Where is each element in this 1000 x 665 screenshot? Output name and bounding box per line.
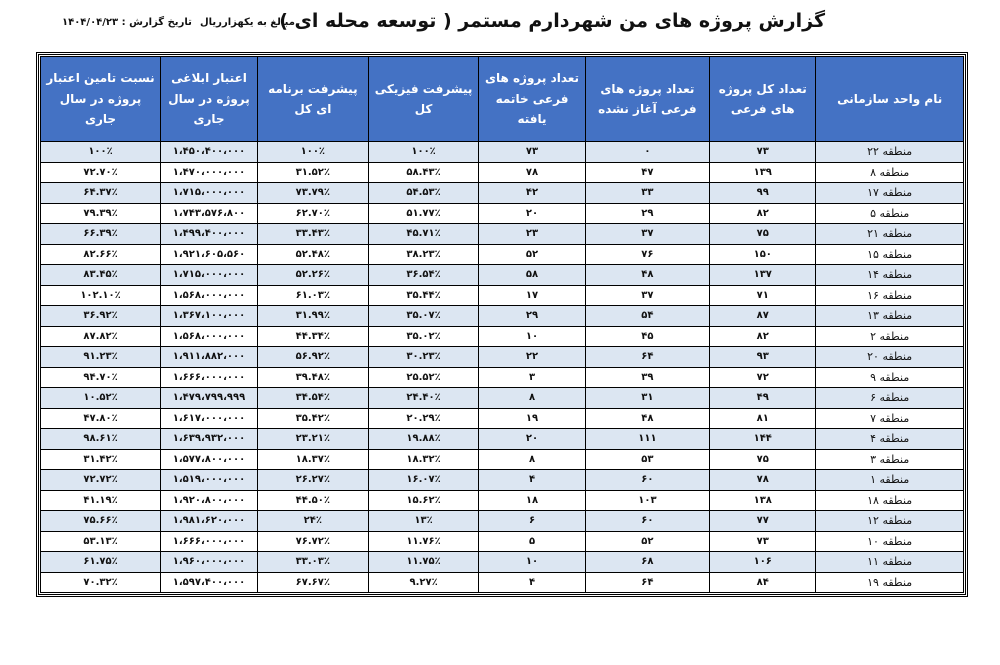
data-cell: ۶۰ <box>585 470 710 491</box>
data-cell: ۳۷ <box>585 285 710 306</box>
data-cell: ۶۲.۷۰٪ <box>257 203 368 224</box>
data-cell: ۲۰ <box>479 203 585 224</box>
table-row <box>41 265 964 286</box>
data-cell: ۱۰ <box>479 552 585 573</box>
data-cell: ۹۹ <box>710 183 816 204</box>
data-cell: ۴۴.۵۰٪ <box>257 490 368 511</box>
data-cell: ۶ <box>479 511 585 532</box>
data-cell: ۳۹.۴۸٪ <box>257 367 368 388</box>
data-cell: ۵۴.۵۳٪ <box>368 183 479 204</box>
data-cell: ۳۵.۰۲٪ <box>368 326 479 347</box>
data-cell: ۵۲.۴۸٪ <box>257 244 368 265</box>
data-cell: ۱۳۸ <box>710 490 816 511</box>
projects-table-frame <box>36 52 968 597</box>
data-cell: ۱۸.۳۷٪ <box>257 449 368 470</box>
data-cell: ۱،۵۶۸،۰۰۰،۰۰۰ <box>161 285 258 306</box>
data-cell: ۶۱.۰۳٪ <box>257 285 368 306</box>
data-cell: ۵۲ <box>479 244 585 265</box>
data-cell: ۱۸.۳۲٪ <box>368 449 479 470</box>
data-cell: ۱۸ <box>479 490 585 511</box>
data-cell: ۲۰ <box>479 429 585 450</box>
region-name-cell: منطقه ۱۶ <box>816 285 964 306</box>
table-row <box>41 162 964 183</box>
data-cell: ۱۹.۸۸٪ <box>368 429 479 450</box>
data-cell: ۸۳.۴۵٪ <box>41 265 161 286</box>
data-cell: ۲۴.۴۰٪ <box>368 388 479 409</box>
column-header: پیشرفت برنامه ای کل <box>257 57 368 142</box>
data-cell: ۱،۵۷۷،۸۰۰،۰۰۰ <box>161 449 258 470</box>
report-date: تاریخ گزارش : ۱۴۰۴/۰۴/۲۳ <box>62 17 192 28</box>
data-cell: ۶۸ <box>585 552 710 573</box>
data-cell: ۱۰.۵۲٪ <box>41 388 161 409</box>
data-cell: ۴۵ <box>585 326 710 347</box>
data-cell: ۱۱.۷۶٪ <box>368 531 479 552</box>
data-cell: ۷۳ <box>479 142 585 163</box>
table-row <box>41 244 964 265</box>
data-cell: ۴۵.۷۱٪ <box>368 224 479 245</box>
data-cell: ۴۷ <box>585 162 710 183</box>
table-row <box>41 552 964 573</box>
data-cell: ۱،۳۶۷،۱۰۰،۰۰۰ <box>161 306 258 327</box>
data-cell: ۶۴ <box>585 572 710 593</box>
data-cell: ۹۱.۲۳٪ <box>41 347 161 368</box>
table-row <box>41 142 964 163</box>
data-cell: ۵۲ <box>585 531 710 552</box>
table-row <box>41 326 964 347</box>
data-cell: ۱،۵۹۷،۴۰۰،۰۰۰ <box>161 572 258 593</box>
data-cell: ۲۶.۲۷٪ <box>257 470 368 491</box>
data-cell: ۳۴.۵۴٪ <box>257 388 368 409</box>
data-cell: ۷۲ <box>710 367 816 388</box>
data-cell: ۸۲ <box>710 203 816 224</box>
data-cell: ۱،۴۵۰،۴۰۰،۰۰۰ <box>161 142 258 163</box>
data-cell: ۷۰.۳۲٪ <box>41 572 161 593</box>
table-row <box>41 224 964 245</box>
data-cell: ۱،۹۸۱،۶۲۰،۰۰۰ <box>161 511 258 532</box>
region-name-cell: منطقه ۴ <box>816 429 964 450</box>
data-cell: ۷۲.۷۲٪ <box>41 470 161 491</box>
data-cell: ۱،۹۲۱،۶۰۵،۵۶۰ <box>161 244 258 265</box>
data-cell: ۱،۶۱۷،۰۰۰،۰۰۰ <box>161 408 258 429</box>
data-cell: ۱۵۰ <box>710 244 816 265</box>
data-cell: ۵۱.۷۷٪ <box>368 203 479 224</box>
data-cell: ۳۹ <box>585 367 710 388</box>
table-row <box>41 490 964 511</box>
table-row <box>41 285 964 306</box>
data-cell: ۱،۴۷۰،۰۰۰،۰۰۰ <box>161 162 258 183</box>
column-header: اعتبار ابلاغی پروژه در سال جاری <box>161 57 258 142</box>
data-cell: ۴ <box>479 470 585 491</box>
region-name-cell: منطقه ۱۴ <box>816 265 964 286</box>
currency-unit-note: مبالغ به یکهزارریال <box>200 17 295 28</box>
table-row <box>41 408 964 429</box>
data-cell: ۴۴.۳۴٪ <box>257 326 368 347</box>
data-cell: ۱۰ <box>479 326 585 347</box>
report-title: گزارش پروژه های من شهردارم مستمر ( توسعه محله ای ) <box>279 10 825 32</box>
data-cell: ۸۱ <box>710 408 816 429</box>
data-cell: ۸ <box>479 388 585 409</box>
data-cell: ۱،۹۱۱،۸۸۲،۰۰۰ <box>161 347 258 368</box>
data-cell: ۰ <box>585 142 710 163</box>
data-cell: ۵۲.۲۶٪ <box>257 265 368 286</box>
data-cell: ۵۸ <box>479 265 585 286</box>
data-cell: ۱۶.۰۷٪ <box>368 470 479 491</box>
region-name-cell: منطقه ۸ <box>816 162 964 183</box>
data-cell: ۱۳۷ <box>710 265 816 286</box>
table-row <box>41 203 964 224</box>
report-header <box>0 8 1000 44</box>
data-cell: ۷۳ <box>710 531 816 552</box>
data-cell: ۳۶.۵۴٪ <box>368 265 479 286</box>
data-cell: ۱،۶۳۹،۹۳۲،۰۰۰ <box>161 429 258 450</box>
data-cell: ۱،۵۱۹،۰۰۰،۰۰۰ <box>161 470 258 491</box>
data-cell: ۷۶ <box>585 244 710 265</box>
data-cell: ۸۴ <box>710 572 816 593</box>
data-cell: ۴۱.۱۹٪ <box>41 490 161 511</box>
table-row <box>41 449 964 470</box>
data-cell: ۴۸ <box>585 408 710 429</box>
data-cell: ۱۰۲.۱۰٪ <box>41 285 161 306</box>
column-header: تعداد پروژه های فرعی آغاز نشده <box>585 57 710 142</box>
data-cell: ۱،۵۶۸،۰۰۰،۰۰۰ <box>161 326 258 347</box>
table-row <box>41 388 964 409</box>
data-cell: ۶۰ <box>585 511 710 532</box>
data-cell: ۱۰۶ <box>710 552 816 573</box>
data-cell: ۳۰.۲۳٪ <box>368 347 479 368</box>
data-cell: ۶۷.۶۷٪ <box>257 572 368 593</box>
data-cell: ۳۵.۰۷٪ <box>368 306 479 327</box>
data-cell: ۷۳ <box>710 142 816 163</box>
data-cell: ۵۳ <box>585 449 710 470</box>
data-cell: ۸۲ <box>710 326 816 347</box>
data-cell: ۶۱.۷۵٪ <box>41 552 161 573</box>
table-row <box>41 429 964 450</box>
data-cell: ۲۹ <box>585 203 710 224</box>
data-cell: ۴۷.۸۰٪ <box>41 408 161 429</box>
data-cell: ۲۴٪ <box>257 511 368 532</box>
data-cell: ۱،۶۶۶،۰۰۰،۰۰۰ <box>161 367 258 388</box>
table-row <box>41 470 964 491</box>
region-name-cell: منطقه ۱۰ <box>816 531 964 552</box>
data-cell: ۴ <box>479 572 585 593</box>
data-cell: ۷۳.۷۹٪ <box>257 183 368 204</box>
data-cell: ۱۹ <box>479 408 585 429</box>
table-body <box>41 142 964 593</box>
data-cell: ۸۲.۶۶٪ <box>41 244 161 265</box>
data-cell: ۷۵ <box>710 449 816 470</box>
column-header: نام واحد سازمانی <box>816 57 964 142</box>
data-cell: ۳۱.۹۹٪ <box>257 306 368 327</box>
region-name-cell: منطقه ۲۱ <box>816 224 964 245</box>
data-cell: ۳۳.۴۳٪ <box>257 224 368 245</box>
data-cell: ۳۳ <box>585 183 710 204</box>
data-cell: ۱۳۹ <box>710 162 816 183</box>
projects-table <box>40 56 964 593</box>
data-cell: ۱،۷۱۵،۰۰۰،۰۰۰ <box>161 265 258 286</box>
data-cell: ۱۱.۷۵٪ <box>368 552 479 573</box>
region-name-cell: منطقه ۱۳ <box>816 306 964 327</box>
data-cell: ۵۶.۹۲٪ <box>257 347 368 368</box>
region-name-cell: منطقه ۲۰ <box>816 347 964 368</box>
column-header: تعداد کل پروژه های فرعی <box>710 57 816 142</box>
data-cell: ۱۷ <box>479 285 585 306</box>
data-cell: ۷۵ <box>710 224 816 245</box>
region-name-cell: منطقه ۱۲ <box>816 511 964 532</box>
region-name-cell: منطقه ۱۱ <box>816 552 964 573</box>
region-name-cell: منطقه ۱ <box>816 470 964 491</box>
region-name-cell: منطقه ۳ <box>816 449 964 470</box>
data-cell: ۳۶.۹۲٪ <box>41 306 161 327</box>
data-cell: ۱۰۰٪ <box>368 142 479 163</box>
table-row <box>41 531 964 552</box>
data-cell: ۳ <box>479 367 585 388</box>
data-cell: ۵۸.۴۳٪ <box>368 162 479 183</box>
table-row <box>41 306 964 327</box>
data-cell: ۱۰۰٪ <box>41 142 161 163</box>
data-cell: ۵ <box>479 531 585 552</box>
data-cell: ۳۱.۵۲٪ <box>257 162 368 183</box>
data-cell: ۷۹.۳۹٪ <box>41 203 161 224</box>
column-header: نسبت تامین اعتبار پروژه در سال جاری <box>41 57 161 142</box>
data-cell: ۲۰.۲۹٪ <box>368 408 479 429</box>
region-name-cell: منطقه ۹ <box>816 367 964 388</box>
region-name-cell: منطقه ۵ <box>816 203 964 224</box>
data-cell: ۲۳ <box>479 224 585 245</box>
data-cell: ۳۵.۴۲٪ <box>257 408 368 429</box>
region-name-cell: منطقه ۲ <box>816 326 964 347</box>
region-name-cell: منطقه ۱۵ <box>816 244 964 265</box>
table-header-row <box>41 57 964 142</box>
data-cell: ۷۵.۶۶٪ <box>41 511 161 532</box>
data-cell: ۱۴۴ <box>710 429 816 450</box>
table-row <box>41 572 964 593</box>
data-cell: ۷۶.۷۲٪ <box>257 531 368 552</box>
data-cell: ۲۳.۲۱٪ <box>257 429 368 450</box>
table-row <box>41 183 964 204</box>
data-cell: ۱۰۰٪ <box>257 142 368 163</box>
data-cell: ۱۱۱ <box>585 429 710 450</box>
region-name-cell: منطقه ۱۸ <box>816 490 964 511</box>
data-cell: ۳۱.۴۲٪ <box>41 449 161 470</box>
data-cell: ۳۱ <box>585 388 710 409</box>
region-name-cell: منطقه ۱۹ <box>816 572 964 593</box>
data-cell: ۲۹ <box>479 306 585 327</box>
data-cell: ۳۳.۰۳٪ <box>257 552 368 573</box>
data-cell: ۱۵.۶۲٪ <box>368 490 479 511</box>
data-cell: ۱،۹۶۰،۰۰۰،۰۰۰ <box>161 552 258 573</box>
data-cell: ۹۴.۷۰٪ <box>41 367 161 388</box>
data-cell: ۹۳ <box>710 347 816 368</box>
data-cell: ۱،۶۶۶،۰۰۰،۰۰۰ <box>161 531 258 552</box>
data-cell: ۵۴ <box>585 306 710 327</box>
table-row <box>41 511 964 532</box>
column-header: پیشرفت فیزیکی کل <box>368 57 479 142</box>
data-cell: ۳۸.۲۳٪ <box>368 244 479 265</box>
region-name-cell: منطقه ۷ <box>816 408 964 429</box>
data-cell: ۴۹ <box>710 388 816 409</box>
region-name-cell: منطقه ۲۲ <box>816 142 964 163</box>
data-cell: ۴۸ <box>585 265 710 286</box>
table-row <box>41 347 964 368</box>
data-cell: ۶۶.۳۹٪ <box>41 224 161 245</box>
data-cell: ۱،۴۹۹،۴۰۰،۰۰۰ <box>161 224 258 245</box>
data-cell: ۱۳٪ <box>368 511 479 532</box>
data-cell: ۸ <box>479 449 585 470</box>
data-cell: ۵۳.۱۳٪ <box>41 531 161 552</box>
data-cell: ۳۷ <box>585 224 710 245</box>
data-cell: ۸۷.۸۲٪ <box>41 326 161 347</box>
data-cell: ۷۲.۷۰٪ <box>41 162 161 183</box>
column-header: تعداد پروژه های فرعی خاتمه یافته <box>479 57 585 142</box>
data-cell: ۶۴ <box>585 347 710 368</box>
data-cell: ۱۰۳ <box>585 490 710 511</box>
data-cell: ۷۸ <box>479 162 585 183</box>
data-cell: ۱،۷۴۳،۵۷۶،۸۰۰ <box>161 203 258 224</box>
data-cell: ۱،۴۷۹،۷۹۹،۹۹۹ <box>161 388 258 409</box>
data-cell: ۱،۷۱۵،۰۰۰،۰۰۰ <box>161 183 258 204</box>
data-cell: ۲۲ <box>479 347 585 368</box>
table-row <box>41 367 964 388</box>
data-cell: ۸۷ <box>710 306 816 327</box>
data-cell: ۶۴.۳۷٪ <box>41 183 161 204</box>
data-cell: ۹۸.۶۱٪ <box>41 429 161 450</box>
region-name-cell: منطقه ۶ <box>816 388 964 409</box>
data-cell: ۹.۲۷٪ <box>368 572 479 593</box>
data-cell: ۳۵.۴۴٪ <box>368 285 479 306</box>
data-cell: ۱،۹۲۰،۸۰۰،۰۰۰ <box>161 490 258 511</box>
data-cell: ۷۸ <box>710 470 816 491</box>
data-cell: ۷۷ <box>710 511 816 532</box>
region-name-cell: منطقه ۱۷ <box>816 183 964 204</box>
data-cell: ۷۱ <box>710 285 816 306</box>
data-cell: ۴۲ <box>479 183 585 204</box>
data-cell: ۲۵.۵۲٪ <box>368 367 479 388</box>
